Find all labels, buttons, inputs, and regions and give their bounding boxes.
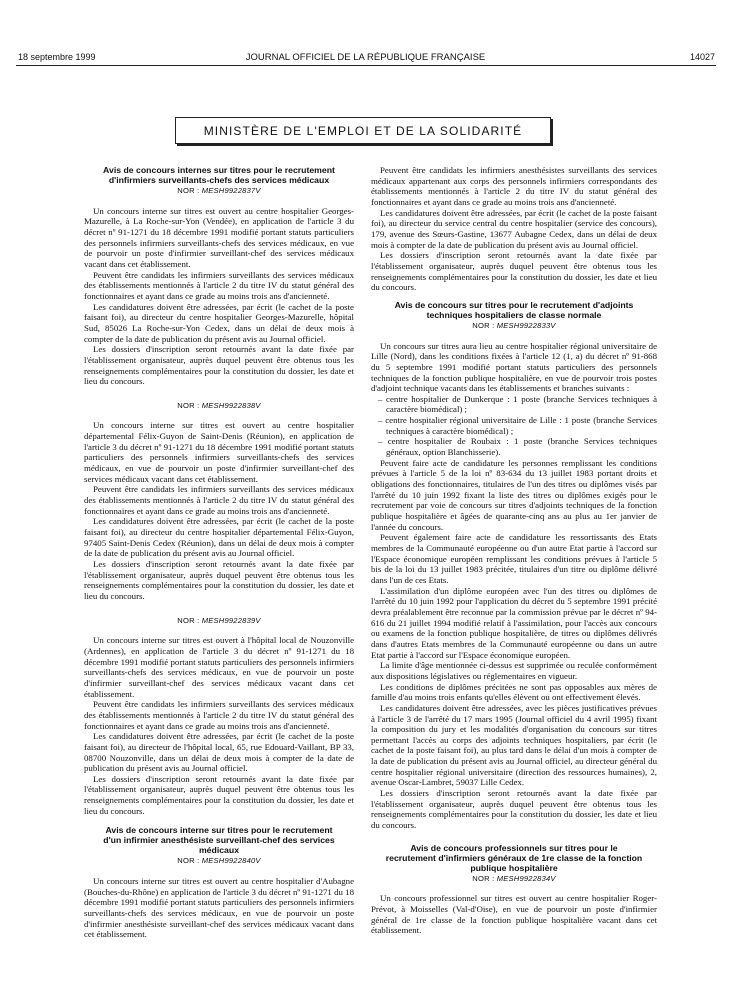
branch-list xyxy=(371,394,657,458)
section-title: Avis de concours interne sur titres pour le recrutement d'un infirmier anesthésiste surveillant-chef des services médicaux xyxy=(103,825,335,856)
paragraph: Peuvent être candidats les infirmiers surveillants des services médicaux des établissements mentionnés à l'article 2 du titre IV du statut général des fonctionnaires et ayant dans ce grade au moins trois ans d'ancienneté. xyxy=(84,269,354,301)
list-item: – centre hospitalier de Dunkerque : 1 poste (branche Services techniques à caractère biomédical) ; xyxy=(378,393,657,415)
paragraph: Un concours interne sur titres est ouvert à l'hôpital local de Nouzonville (Ardennes), en application de l'article 3 du décret nº 91-1271 du 18 décembre 1991 modifié portant statuts particuliers des personnels infirmiers surveillants-chefs des services médicaux, en vue de pourvoir un poste d'infirmier surveillant-chef des services médicaux vacant dans cet établissement. xyxy=(84,635,354,699)
paragraph: Peuvent faire acte de candidature les personnes remplissant les conditions prévues à l'article 5 de la loi nº 83-634 du 13 juillet 1983 portant droits et obligations des fonctionnaires, titulaires de l'un des titres ou diplômes visés par l'arrêté du 10 juin 1992 fixant la liste des titres ou diplômes exigés pour le recrutement par voie de concours sur titres d'adjoints techniques de la fonction publique hospitalière et âgées de quarante-cinq ans au plus au 1er janvier de l'année du concours. xyxy=(371,457,657,532)
paragraph: Un concours interne sur titres est ouvert au centre hospitalier d'Aubagne (Bouches-du-Rhône) en application de l'article 3 du décret nº 91-1271 du 18 décembre 1991 modifié portant statuts particuliers des personnels infirmiers surveillants-chefs des services médicaux, en vue de pourvoir un poste d'infirmier anesthésiste surveillant-chef des services médicaux vacant dans cet établissement. xyxy=(84,876,354,940)
header-page-number: 14027 xyxy=(689,52,715,62)
header-rule xyxy=(16,65,716,66)
header-date: 18 septembre 1999 xyxy=(18,52,96,62)
nor-reference: NOR : MESH9922837V xyxy=(177,186,261,195)
paragraph: Les dossiers d'inscription seront retournés avant la date fixée par l'établissement organisateur, auprès duquel peuvent être obtenus tous les renseignements complémentaires pour la constitution du dossier, les date et lieu du concours. xyxy=(84,773,354,816)
paragraph: Les candidatures doivent être adressées, par écrit (le cachet de la poste faisant foi), au directeur de l'hôpital local, 65, rue Edouard-Vaillant, BP 33, 08700 Nouzonville, dans un délai de deux mois à compter de la date de publication du présent avis au Journal officiel. xyxy=(84,731,354,774)
nor-reference: NOR : MESH9922838V xyxy=(177,400,261,410)
nor-reference: NOR : MESH9922834V xyxy=(472,873,556,883)
paragraph: Un concours interne sur titres est ouvert au centre hospitalier Georges-Mazurelle, à La Roche-sur-Yon (Vendée), en application de l'article 3 du décret nº 91-1271 du 18 décembre 1991 modifié portant statuts particuliers des personnels infirmiers surveillants-chefs des services médicaux, en vue de pourvoir un poste d'infirmier surveillant-chef des services médicaux vacant dans cet établissement. xyxy=(84,205,354,269)
header-journal-title: JOURNAL OFFICIEL DE LA RÉPUBLIQUE FRANÇAISE xyxy=(245,52,486,63)
left-column xyxy=(84,165,354,940)
nor-reference: NOR : MESH9922833V xyxy=(472,320,556,330)
paragraph: Les candidatures doivent être adressées, avec les pièces justificatives prévues à l'article 3 de l'arrêté du 17 mars 1995 (Journal officiel du 4 avril 1995) fixant la composition du jury et les modalités d'organisation du concours sur titres permettant l'accès au corps des adjoints techniques hospitaliers, par écrit (le cachet de la poste faisant foi), au plus tard dans le délai d'un mois à compter de la date de publication du présent avis au Journal officiel, au directeur général du centre hospitalier régional universitaire (direction des ressources humaines), 2, avenue Oscar-Lambret, 59037 Lille Cedex. xyxy=(371,702,657,788)
paragraph: Les dossiers d'inscription seront retournés avant la date fixée par l'établissement organisateur, auprès duquel peuvent être obtenus tous les renseignements complémentaires pour la constitution du dossier, les date et lieu du concours. xyxy=(84,559,354,601)
section-title: Avis de concours sur titres pour le recrutement d'adjoints techniques hospitaliers de classe normale xyxy=(394,299,634,320)
right-column xyxy=(371,165,657,936)
section-title: Avis de concours professionnels sur titres pour le recrutement d'infirmiers généraux de 1re classe de la fonction publique hospitalière xyxy=(385,842,643,873)
paragraph: Les candidatures doivent être adressées, par écrit (le cachet de la poste faisant foi), au directeur du centre hospitalier départemental Félix-Guyon, 97405 Saint-Denis Cedex (Réunion), dans un délai de deux mois à compter de la date de publication du présent avis au Journal officiel. xyxy=(84,516,354,559)
paragraph: Peuvent également faire acte de candidature les ressortissants des Etats membres de la Communauté européenne ou d'un autre Etat partie à l'accord sur l'Espace économique européen remplissant les conditions prévues à l'article 5 bis de la loi du 13 juillet 1983 précitée, titulaires d'un titre ou diplôme délivré dans l'un de ces Etats. xyxy=(371,532,657,585)
paragraph: Un concours interne sur titres est ouvert au centre hospitalier départemental Félix-Guyon de Saint-Denis (Réunion), en application de l'article 3 du décret nº 91-1271 du 18 décembre 1991 modifié portant statuts particuliers des personnels infirmiers surveillants-chefs des services médicaux, en vue de pourvoir un poste d'infirmier surveillant-chef des services médicaux vacant dans cet établissement. xyxy=(84,420,354,484)
section-title: Avis de concours internes sur titres pour le recrutement d'infirmiers surveillants-chefs des services médicaux xyxy=(103,165,335,185)
paragraph: Les candidatures doivent être adressées, par écrit (le cachet de la poste faisant foi), au directeur du service central du centre hospitalier (service des concours), 179, avenue des Sœurs-Gastine, 13677 Aubagne Cedex, dans un délai de deux mois à compter de la date de publication du présent avis au Journal officiel. xyxy=(371,207,657,250)
paragraph: Les dossiers d'inscription seront retournés avant la date fixée par l'établissement organisateur, auprès duquel peuvent être obtenus tous les renseignements complémentaires pour la constitution du dossier, les date et lieu du concours. xyxy=(371,250,657,293)
paragraph: Les dossiers d'inscription seront retournés avant la date fixée par l'établissement organisateur, auprès duquel peuvent être obtenus tous les renseignements complémentaires pour la constitution du dossier, les date et lieu du concours. xyxy=(371,788,657,831)
paragraph: Peuvent être candidats les infirmiers surveillants des services médicaux des établissements mentionnés à l'article 2 du titre IV du statut général des fonctionnaires et ayant dans ce grade au moins trois ans d'ancienneté. xyxy=(84,699,354,731)
ministry-title: MINISTÈRE DE L'EMPLOI ET DE LA SOLIDARITÉ xyxy=(203,123,523,138)
paragraph: Peuvent être candidats les infirmiers surveillants des services médicaux des établissements mentionnés à l'article 2 du titre IV du statut général des fonctionnaires et ayant dans ce grade au moins trois ans d'ancienneté. xyxy=(84,484,354,516)
ministry-title-box xyxy=(175,117,551,144)
nor-reference: NOR : MESH9922839V xyxy=(177,615,261,625)
paragraph: Les conditions de diplômes précitées ne sont pas opposables aux mères de famille d'au moins trois enfants qu'elles élèvent ou ont effectivement élevés. xyxy=(371,681,657,703)
paragraph: Un concours sur titres aura lieu au centre hospitalier régional universitaire de Lille (Nord), dans les conditions fixées à l'article 12 (1, a) du décret nº 91-868 du 5 septembre 1991 modifié portant statuts particuliers des personnels techniques de la fonction publique hospitalière, en vue de pourvoir trois postes d'adjoint technique vacants dans les établissements et branches suivants : xyxy=(371,340,657,394)
list-item: – centre hospitalier régional universitaire de Lille : 1 poste (branche Services techniques à caractère biomédical) ; xyxy=(378,415,657,436)
paragraph: Les candidatures doivent être adressées, par écrit (le cachet de la poste faisant foi), au directeur du centre hospitalier Georges-Mazurelle, hôpital Sud, 85026 La Roche-sur-Yon Cedex, dans un délai de deux mois à compter de la date de publication du présent avis au Journal officiel. xyxy=(84,301,354,344)
paragraph: Les dossiers d'inscription seront retournés avant la date fixée par l'établissement organisateur, auprès duquel peuvent être obtenus tous les renseignements complémentaires pour la constitution du dossier, les date et lieu du concours. xyxy=(84,344,354,387)
paragraph: La limite d'âge mentionnée ci-dessus est supprimée ou reculée conformément aux dispositions législatives ou réglementaires en vigueur. xyxy=(371,660,657,681)
paragraph: L'assimilation d'un diplôme européen avec l'un des titres ou diplômes de l'arrêté du 10 juin 1992 pour l'application du décret du 5 septembre 1991 précité devra préalablement être reconnue par la commission prévue par le décret nº 94-616 du 21 juillet 1994 modifié relatif à l'assimilation, pour l'accès aux concours ou examens de la fonction publique hospitalière, de titres ou diplômes délivrés dans d'autres Etats membres de la Communauté européenne ou dans un autre Etat partie à l'accord sur l'Espace économique européen. xyxy=(371,585,657,660)
paragraph: Un concours professionnel sur titres est ouvert au centre hospitalier Roger-Prévot, à Moisselles (Val-d'Oise), en vue de pourvoir un poste d'infirmier général de 1re classe de la fonction publique hospitalière vacant dans cet établissement. xyxy=(371,893,657,936)
list-item: – centre hospitalier de Roubaix : 1 poste (branche Services techniques généraux, option Blanchisserie). xyxy=(378,436,657,458)
paragraph: Peuvent être candidats les infirmiers anesthésistes surveillants des services médicaux appartenant aux corps des personnels infirmiers correspondants des établissements mentionnés à l'article 2 du titre IV du statut général des fonctionnaires et ayant dans ce grade au moins trois ans d'ancienneté. xyxy=(371,165,657,207)
nor-reference: NOR : MESH9922840V xyxy=(177,856,261,866)
